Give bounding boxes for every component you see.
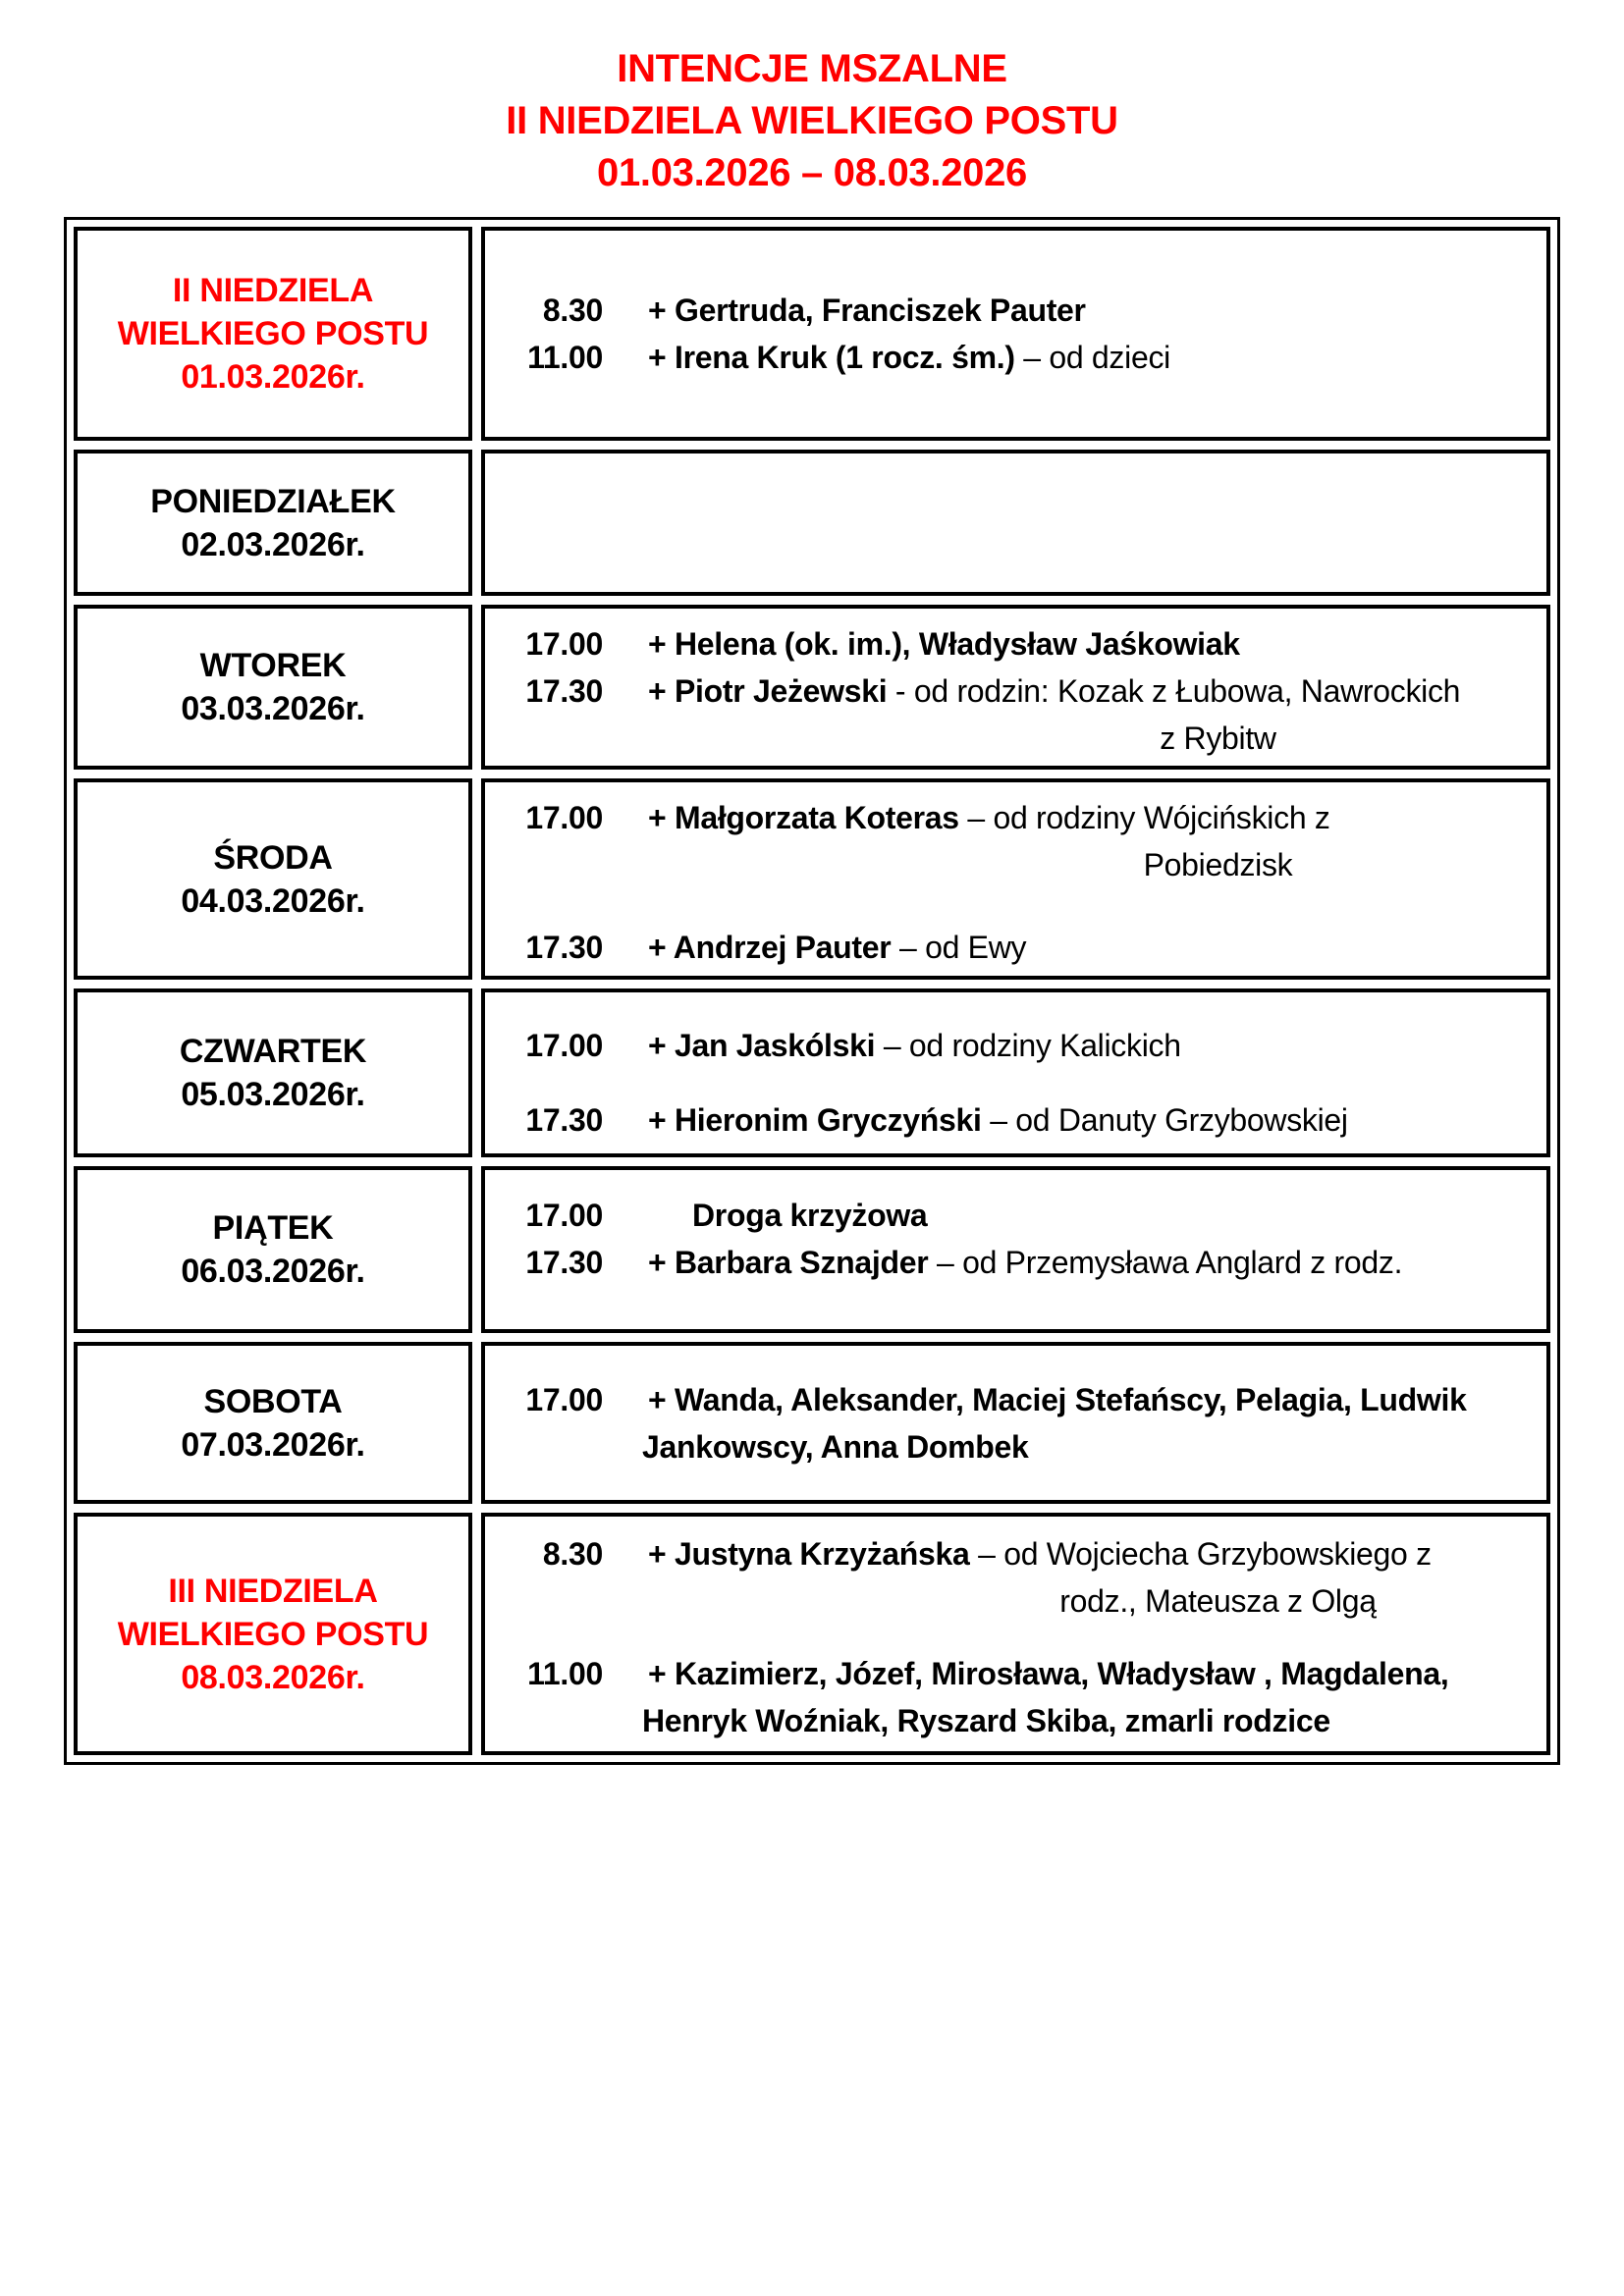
intentions-cell (481, 227, 1550, 441)
day-label: 08.03.2026r. (181, 1658, 365, 1696)
continuation-line (648, 841, 1533, 888)
day-cell (74, 1513, 472, 1755)
intentions-cell (481, 988, 1550, 1157)
intentions-cell (481, 1513, 1550, 1755)
mass-entry-continuation (505, 1423, 1533, 1470)
mass-entry (505, 1096, 1533, 1144)
day-label: II NIEDZIELA (172, 272, 374, 309)
mass-entry (505, 287, 1533, 334)
day-label: 02.03.2026r. (181, 525, 365, 563)
intention-segment: – od rodziny Kalickich (875, 1028, 1181, 1063)
day-cell (74, 988, 472, 1157)
day-cell (74, 450, 472, 596)
day-label: PONIEDZIAŁEK (150, 482, 396, 520)
mass-intention (648, 1376, 1533, 1423)
time-spacer (505, 1577, 603, 1625)
mass-time: 17.00 (525, 1198, 603, 1233)
day-cell (74, 1342, 472, 1504)
mass-intention (648, 1239, 1533, 1286)
mass-time: 17.00 (525, 626, 603, 662)
intention-segment: z Rybitw (1160, 721, 1276, 756)
day-label: 03.03.2026r. (181, 690, 365, 727)
intention-segment: – od rodziny Wójcińskich z (958, 800, 1330, 835)
schedule-table-body (74, 227, 1550, 1755)
schedule-table (64, 217, 1560, 1765)
day-cell (74, 605, 472, 770)
intention-segment: - od rodzin: Kozak z Łubowa, Nawrockich (887, 673, 1461, 709)
intention-segment: Jankowscy, Anna Dombek (642, 1428, 1029, 1465)
mass-intention (648, 1022, 1533, 1069)
mass-intention (648, 287, 1533, 334)
day-cell (74, 227, 472, 441)
mass-time: 17.30 (525, 1102, 603, 1138)
mass-entry (505, 1239, 1533, 1286)
intention-segment: – od Ewy (891, 930, 1027, 965)
intention-segment: Droga krzyżowa (692, 1198, 928, 1233)
intentions-cell (481, 1342, 1550, 1504)
day-label: PIĄTEK (212, 1209, 334, 1247)
intention-segment: Pobiedzisk (1143, 847, 1293, 882)
day-label: 07.03.2026r. (181, 1425, 365, 1464)
mass-time: 17.00 (525, 1381, 603, 1417)
date-range: 01.03.2026 – 08.03.2026 (597, 151, 1027, 194)
day-label: ŚRODA (213, 838, 333, 877)
page-title: INTENCJE MSZALNE (617, 47, 1007, 90)
intention-segment: + Jan Jaskólski (648, 1028, 876, 1063)
mass-time: 17.00 (525, 1028, 603, 1063)
page-subtitle: II NIEDZIELA WIELKIEGO POSTU (506, 99, 1118, 142)
intention-segment: + Piotr Jeżewski (648, 673, 888, 709)
time-spacer (505, 841, 603, 888)
mass-entry (505, 1650, 1533, 1697)
day-label: 01.03.2026r. (181, 358, 365, 396)
mass-intention (648, 924, 1533, 971)
intentions-cell (481, 450, 1550, 596)
mass-entry (505, 1192, 1533, 1239)
mass-entry (505, 1530, 1533, 1577)
intention-segment: – od Wojciecha Grzybowskiego z (969, 1536, 1432, 1572)
mass-time: 17.30 (525, 930, 603, 965)
time-spacer (505, 1697, 603, 1744)
intention-segment: + Andrzej Pauter (648, 930, 892, 965)
mass-entry (505, 1376, 1533, 1423)
mass-time: 11.00 (527, 1656, 603, 1691)
mass-entry (505, 924, 1533, 971)
intention-segment: + Irena Kruk (1 rocz. śm.) (648, 340, 1015, 375)
day-label: WTOREK (199, 647, 347, 684)
day-label: CZWARTEK (179, 1033, 367, 1070)
mass-intention (648, 1096, 1533, 1144)
mass-time: 8.30 (542, 293, 603, 328)
day-label: 05.03.2026r. (181, 1076, 365, 1113)
continuation-line (648, 715, 1533, 762)
mass-entry-continuation (505, 1577, 1533, 1625)
day-cell (74, 1166, 472, 1333)
intentions-cell (481, 778, 1550, 980)
mass-intention (648, 667, 1533, 715)
mass-intention (648, 1530, 1533, 1577)
mass-entry-continuation (505, 715, 1533, 762)
continuation-line (648, 1577, 1533, 1625)
mass-intention (648, 620, 1533, 667)
mass-time: 8.30 (542, 1536, 603, 1572)
mass-entry (505, 667, 1533, 715)
continuation-line (642, 1423, 1533, 1470)
schedule-row (74, 1513, 1550, 1755)
mass-time: 17.30 (525, 1245, 603, 1280)
intention-segment: – od dzieci (1014, 340, 1170, 375)
mass-entry (505, 620, 1533, 667)
mass-time: 17.30 (525, 673, 603, 709)
intention-segment: + Gertruda, Franciszek Pauter (648, 293, 1086, 328)
mass-entry (505, 334, 1533, 381)
intention-segment: + Hieronim Gryczyński (648, 1102, 982, 1138)
intention-segment: + Kazimierz, Józef, Mirosława, Władysław , Magdalena, (648, 1656, 1449, 1691)
mass-time: 11.00 (527, 340, 603, 375)
mass-entry-continuation (505, 841, 1533, 888)
intention-segment: + Justyna Krzyżańska (648, 1536, 970, 1572)
intention-segment: – od Danuty Grzybowskiej (981, 1102, 1348, 1138)
day-label: WIELKIEGO POSTU (117, 1615, 429, 1653)
intention-segment: + Barbara Sznajder (648, 1245, 929, 1280)
day-cell (74, 778, 472, 980)
title-block (0, 43, 1624, 199)
intention-segment: Henryk Woźniak, Ryszard Skiba, zmarli rodzice (642, 1703, 1330, 1738)
mass-entry (505, 794, 1533, 841)
mass-intention (648, 334, 1533, 381)
mass-entry-continuation (505, 1697, 1533, 1744)
day-label: 06.03.2026r. (181, 1253, 365, 1290)
time-spacer (505, 1423, 603, 1470)
mass-intention (648, 794, 1533, 841)
mass-entry (505, 1022, 1533, 1069)
continuation-line (642, 1697, 1533, 1744)
intention-segment: rodz., Mateusza z Olgą (1059, 1583, 1377, 1619)
intentions-cell (481, 1166, 1550, 1333)
schedule-row (74, 1342, 1550, 1504)
intention-segment: – od Przemysława Anglard z rodz. (928, 1245, 1403, 1280)
day-label: WIELKIEGO POSTU (117, 315, 429, 352)
mass-intention (648, 1650, 1533, 1697)
time-spacer (505, 715, 603, 762)
schedule-row (74, 1166, 1550, 1333)
schedule-row (74, 988, 1550, 1157)
intentions-cell (481, 605, 1550, 770)
mass-intention (648, 1192, 1533, 1239)
schedule-row (74, 450, 1550, 596)
mass-time: 17.00 (525, 800, 603, 835)
schedule-row (74, 778, 1550, 980)
intention-segment: + Wanda, Aleksander, Maciej Stefańscy, Pelagia, Ludwik (648, 1381, 1467, 1417)
day-label: III NIEDZIELA (168, 1572, 378, 1610)
day-label: 04.03.2026r. (181, 881, 365, 920)
schedule-row (74, 605, 1550, 770)
schedule-row (74, 227, 1550, 441)
day-label: SOBOTA (203, 1382, 343, 1420)
intention-segment: + Helena (ok. im.), Władysław Jaśkowiak (648, 626, 1240, 662)
intention-segment: + Małgorzata Koteras (648, 800, 959, 835)
